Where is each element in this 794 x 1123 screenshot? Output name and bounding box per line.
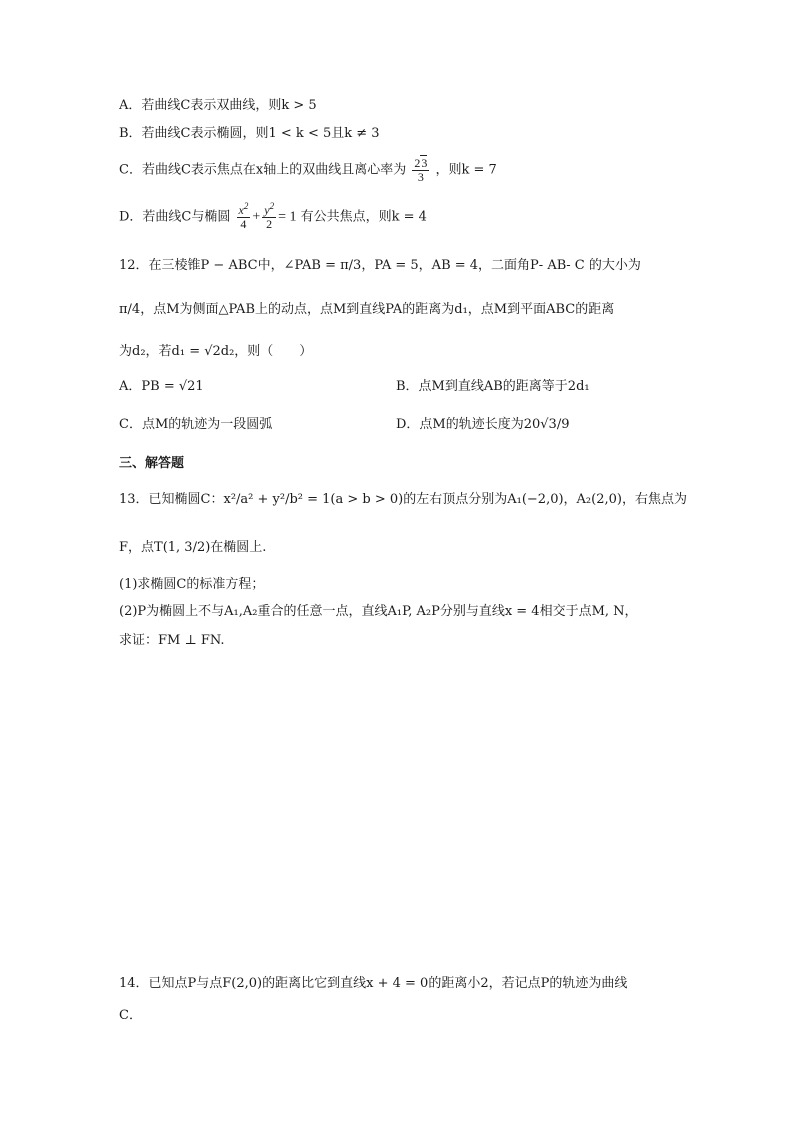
q13-part2-conclusion: 求证：FM ⊥ FN.	[119, 633, 225, 648]
q11-option-d: D．若曲线C与椭圆 $\frac{x^2}{4}$ + $\frac{y^2}{2}$ = 1 有公共焦点，则k = 4	[119, 201, 427, 231]
q13-part1: (1)求椭圆C的标准方程；	[119, 577, 265, 592]
q13-part2: (2)P为椭圆上不与A₁,A₂重合的任意一点，直线A₁P, A₂P分别与直线x = 4相交于点M, N，	[119, 604, 638, 619]
q11-option-c: C．若曲线C表示焦点在x轴上的双曲线且离心率为 $\frac{23}{3}$ ，则k = 7	[119, 156, 497, 184]
q12-stem-line3: 为d₂，若d₁ = √2d₂，则（ ）	[119, 344, 313, 359]
q12-stem-line1: 12．在三棱锥P − ABC中，∠PAB = π/3，PA = 5，AB = 4，二面角P‐ AB‐ C 的大小为	[119, 258, 641, 273]
q11-option-b: B．若曲线C表示椭圆，则1 < k < 5且k ≠ 3	[119, 126, 380, 141]
q13-stem-line1: 13．已知椭圆C：x²/a² + y²/b² = 1(a > b > 0)的左右顶点分别为A₁(−2,0)，A₂(2,0)，右焦点为	[119, 492, 687, 507]
ellipse-y-term: $\frac{y^2}{2}$	[264, 201, 275, 231]
q12-option-b: B．点M到直线AB的距离等于2d₁	[396, 379, 590, 394]
section-heading: 三、解答题	[119, 456, 185, 471]
q12-option-d: D．点M的轨迹长度为20√3/9	[396, 417, 570, 432]
q14-stem-line1: 14．已知点P与点F(2,0)的距离比它到直线x + 4 = 0的距离小2，若记点P的轨迹为曲线	[119, 976, 628, 991]
q13-stem-line2: F，点T(1, 3/2)在椭圆上.	[119, 540, 267, 555]
q12-stem-line2: π/4，点M为侧面△PAB上的动点，点M到直线PA的距离为d₁，点M到平面ABC的距离	[119, 302, 615, 317]
ellipse-x-term: $\frac{x^2}{4}$	[238, 201, 249, 231]
q12-option-a: A．PB = √21	[119, 379, 204, 394]
q14-stem-line2: C．	[119, 1008, 142, 1023]
eccentricity-fraction: $\frac{23}{3}$	[414, 156, 428, 184]
q12-option-c: C．点M的轨迹为一段圆弧	[119, 417, 273, 432]
q11-option-a: A．若曲线C表示双曲线，则k > 5	[119, 98, 317, 113]
